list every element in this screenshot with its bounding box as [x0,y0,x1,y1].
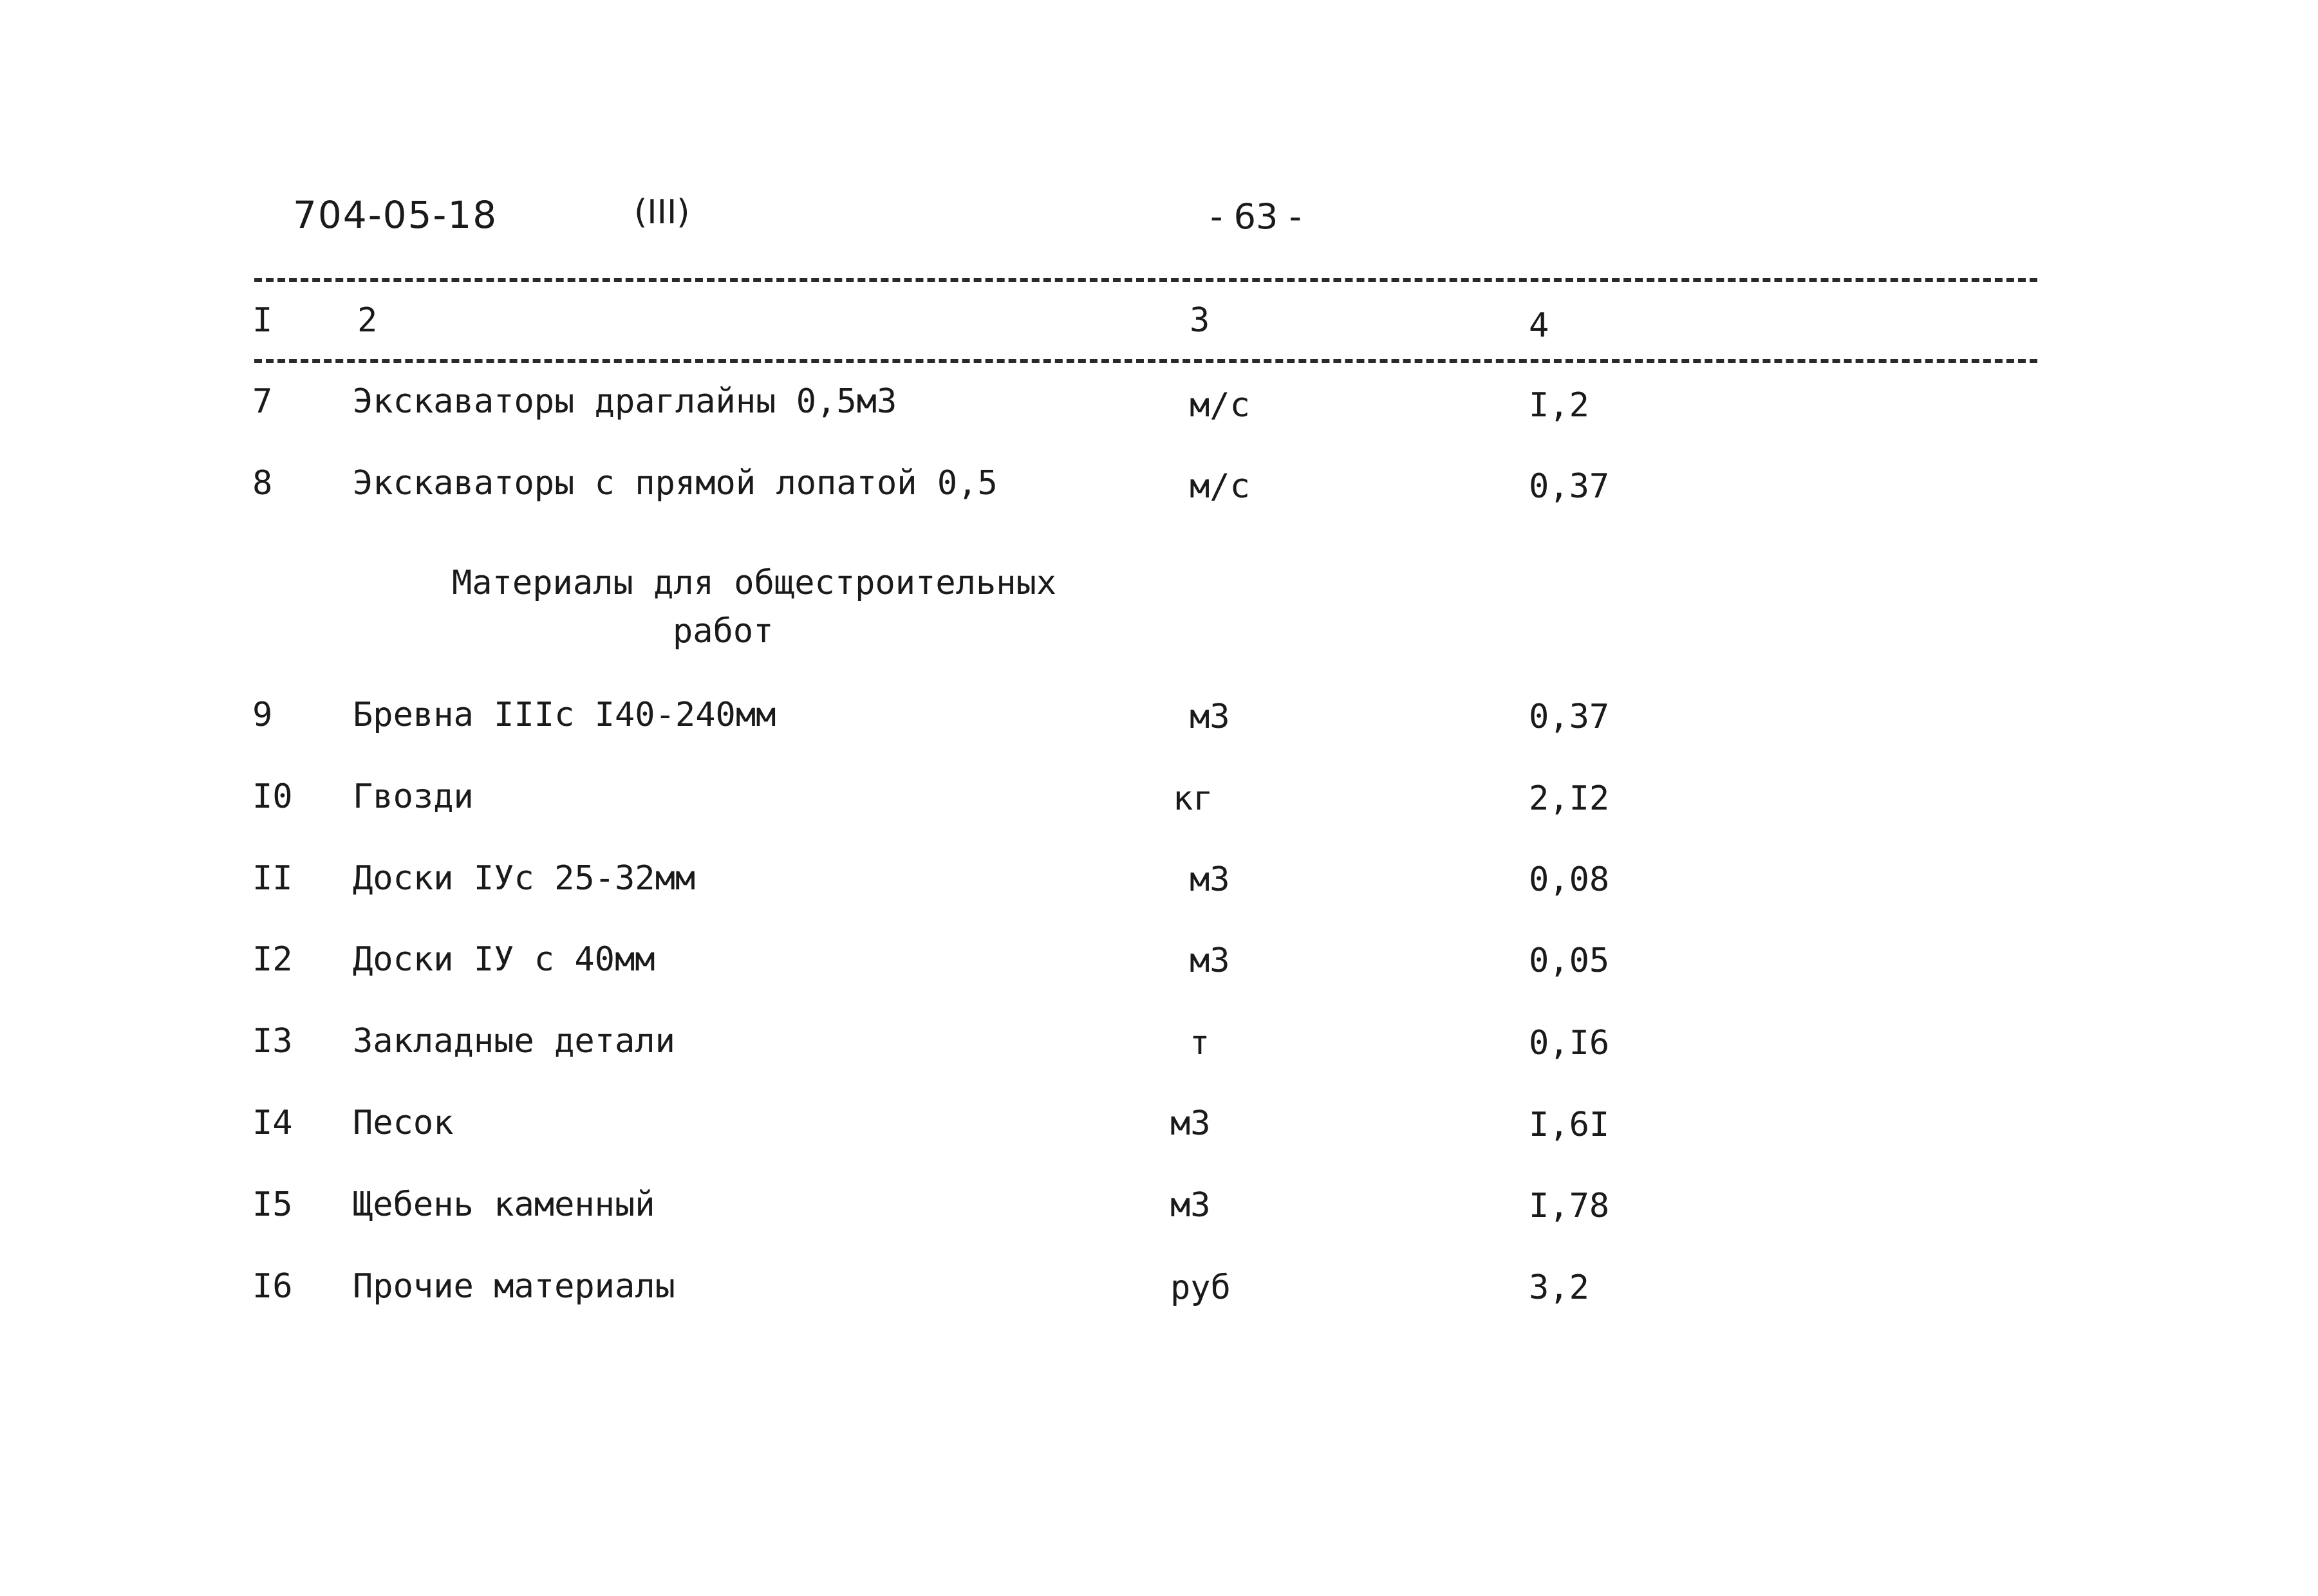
row-value: I,78 [1529,1187,1610,1225]
row-name: Закладные детали [353,1022,675,1061]
row-value: 0,I6 [1529,1024,1610,1062]
row-value: I,6I [1529,1106,1610,1144]
row-name: Бревна IIIс I40-240мм [353,696,776,734]
row-name: Доски IУс 25-32мм [353,859,696,898]
row-value: 2,I2 [1529,779,1610,818]
row-unit: м3 [1170,1186,1211,1225]
row-unit: м/с [1190,467,1250,506]
section-heading-line-2: работ [673,612,774,651]
row-unit: кг [1173,779,1213,818]
row-number: 8 [252,464,273,503]
row-unit: м3 [1190,860,1230,899]
table-header-rule [254,359,2037,363]
row-number: 9 [252,696,273,734]
section-heading-line-1: Материалы для общестроительных [452,564,1057,602]
row-value: 0,08 [1529,860,1610,899]
row-number: I0 [252,777,293,816]
row-name: Песок [353,1104,454,1142]
column-header-4: 4 [1529,306,1549,345]
table-top-rule [254,278,2037,282]
row-number: 7 [252,382,273,421]
row-value: 3,2 [1529,1268,1589,1307]
row-number: II [252,859,293,898]
row-number: I6 [252,1267,293,1306]
row-value: I,2 [1529,386,1589,425]
row-name: Доски IУ с 40мм [353,940,655,979]
page-number: - 63 - [1210,196,1302,237]
row-number: I5 [252,1185,293,1224]
row-number: I2 [252,940,293,979]
row-number: I4 [252,1104,293,1142]
row-name: Экскаваторы с прямой лопатой 0,5 [353,464,998,503]
row-unit: м3 [1190,942,1230,980]
column-header-2: 2 [357,301,378,340]
row-unit: м3 [1170,1104,1211,1143]
document-code: 704-05-18 [293,193,498,237]
column-header-1: I [252,301,273,340]
row-unit: руб [1170,1268,1231,1307]
row-unit: м/с [1190,386,1250,425]
section-number: (III) [634,193,690,232]
row-number: I3 [252,1022,293,1061]
column-header-3: 3 [1190,301,1210,340]
row-value: 0,05 [1529,942,1610,980]
row-value: 0,37 [1529,467,1610,506]
row-name: Щебень каменный [353,1185,655,1224]
row-name: Гвозди [353,777,474,816]
row-unit: м3 [1190,698,1230,736]
row-name: Экскаваторы драглайны 0,5м3 [353,382,897,421]
row-value: 0,37 [1529,698,1610,736]
row-unit: т [1190,1024,1210,1062]
row-name: Прочие материалы [353,1267,675,1306]
